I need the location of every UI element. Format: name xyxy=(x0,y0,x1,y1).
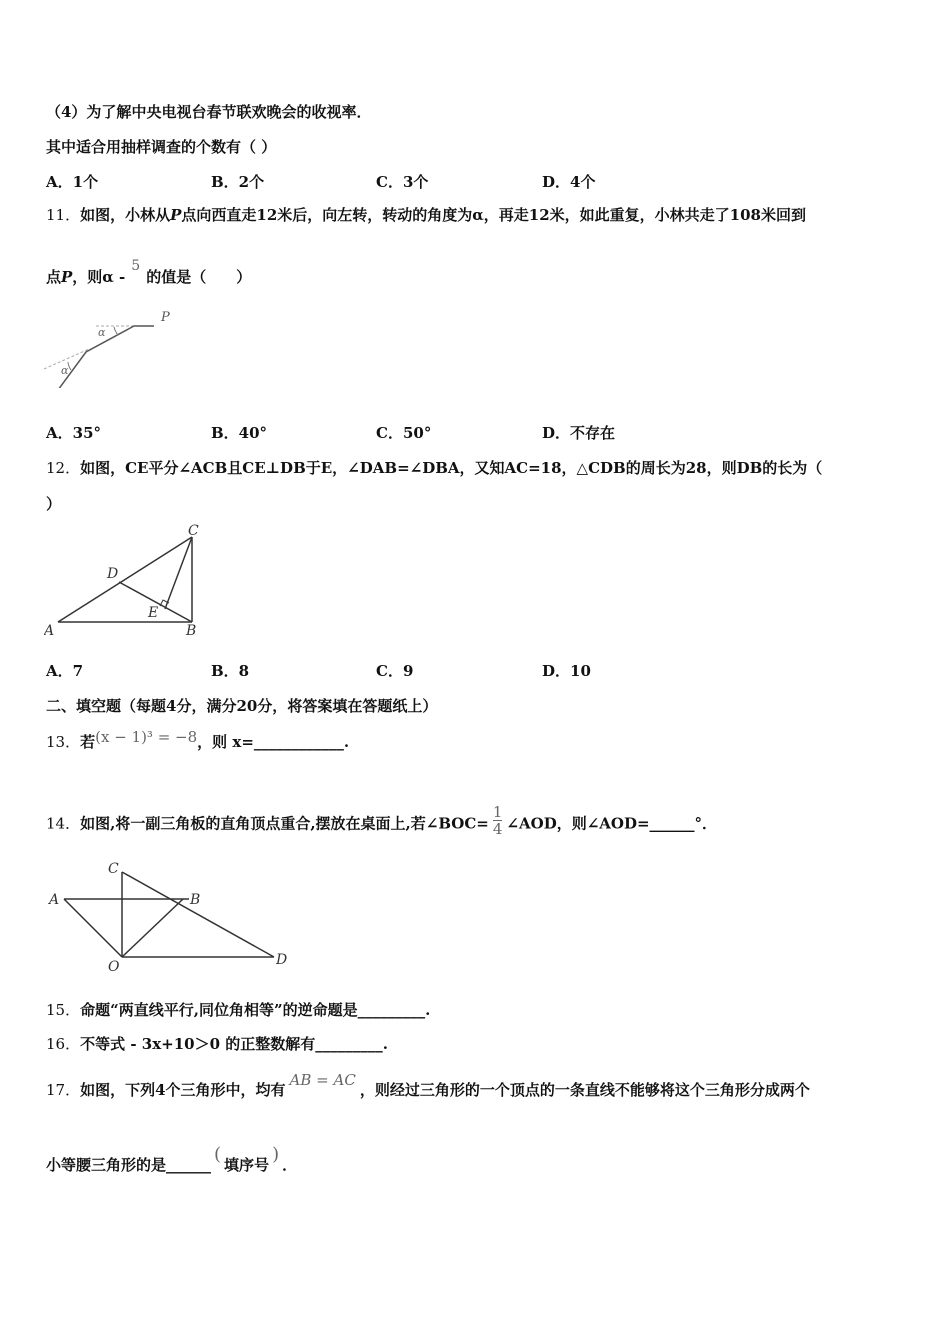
q10-item4: （4）为了解中央电视台春节联欢晚会的收视率． xyxy=(46,103,372,121)
q12-label-d: D xyxy=(107,566,119,582)
q10-option-a: A．1个 xyxy=(46,173,99,191)
q11-option-c: C．50° xyxy=(376,424,432,442)
q11-option-b: B．40° xyxy=(211,424,268,442)
q10-option-b: B．2个 xyxy=(211,173,265,191)
q11-text-a: 如图，小林从 xyxy=(80,206,171,224)
q14-stem xyxy=(46,803,718,841)
q14-segment-ao xyxy=(64,899,122,957)
q11-label-p: P xyxy=(161,310,170,325)
q12-label-b: B xyxy=(186,623,197,639)
q14-label-a: A xyxy=(49,892,60,908)
q14-label-o: O xyxy=(108,959,120,975)
q14-text2: ∠AOD，则∠AOD=______°． xyxy=(506,814,718,833)
q12-label-e: E xyxy=(148,605,159,621)
q11-angle-arc-1 xyxy=(114,327,118,335)
q11-text-b: 点向西直走12米后，向左转，转动的角度为α，再走12米，如此重复，小林共走了108米回到 xyxy=(181,206,806,224)
q11-path xyxy=(58,326,154,388)
q12-label-a: A xyxy=(44,623,55,639)
q15-stem xyxy=(46,1000,430,1020)
q11-stem-line2 xyxy=(46,258,252,288)
q13-number: 13． xyxy=(46,733,81,751)
q14-label-b: B xyxy=(190,892,201,908)
q17-text-b: ，则经过三角形的一个顶点的一条直线不能够将这个三角形分成两个 xyxy=(359,1081,810,1099)
q17-text-c: 小等腰三角形的是______ xyxy=(46,1156,212,1174)
q12-figure xyxy=(44,520,214,640)
q17-text-a: 如图，下列4个三角形中，均有 xyxy=(80,1081,286,1099)
q13-equation: (x − 1)³ = −8 xyxy=(95,728,198,746)
q16-stem xyxy=(46,1034,388,1054)
q12-number: 12． xyxy=(46,459,81,477)
q12-option-c: C．9 xyxy=(376,662,414,680)
q15-number: 15． xyxy=(46,1001,81,1019)
q14-segment-cd xyxy=(122,872,274,957)
q14-frac-numerator: 1 xyxy=(492,803,503,821)
q14-fraction xyxy=(493,804,503,837)
q11-option-a: A．35° xyxy=(46,424,102,442)
q17-paren-open: ( xyxy=(214,1144,222,1165)
q14-label-c: C xyxy=(108,861,119,877)
q17-stem-line2 xyxy=(46,1144,298,1175)
q17-fill: 填序号 xyxy=(224,1156,270,1174)
q14-frac-denominator: 4 xyxy=(492,820,503,838)
q17-stem-line1 xyxy=(46,1071,810,1100)
q10-option-d: D．4个 xyxy=(542,173,596,191)
q12-stem xyxy=(46,458,822,478)
q14-segment-ob xyxy=(122,899,183,957)
q11-text-c: 点 xyxy=(46,268,62,286)
q12-side-ac xyxy=(58,537,192,622)
q11-alpha-2: α xyxy=(61,364,69,377)
q12-option-d: D．10 xyxy=(542,662,591,680)
q13-prefix: 若 xyxy=(80,733,96,751)
q12-option-a: A．7 xyxy=(46,662,84,680)
q12-stem-end: ） xyxy=(46,495,62,513)
q13-suffix: ，则 x=____________. xyxy=(197,733,350,751)
section-2-heading: 二、填空题（每题4分，满分20分，将答案填在答题纸上） xyxy=(46,697,438,715)
q12-text: 如图，CE平分∠ACB且CE⊥DB于E，∠DAB=∠DBA，又知AC=18，△CDB的周长为28，则DB的长为（ xyxy=(80,459,823,477)
q14-label-d: D xyxy=(276,952,288,968)
q17-end: ． xyxy=(282,1156,298,1174)
q12-segment-ce xyxy=(165,537,192,609)
q11-alpha-1: α xyxy=(98,326,106,339)
q11-figure xyxy=(44,304,184,388)
q14-text: 如图,将一副三角板的直角顶点重合,摆放在桌面上,若∠BOC= xyxy=(80,814,489,833)
q11-point-p: P xyxy=(170,206,182,224)
q16-text: 不等式 - 3x+10＞0 的正整数解有_________. xyxy=(80,1035,388,1053)
q10-stem: 其中适合用抽样调查的个数有（ ） xyxy=(46,138,277,156)
q11-option-d: D．不存在 xyxy=(542,424,616,442)
q17-math: AB = AC xyxy=(289,1071,356,1089)
q11-text-d: ，则α - xyxy=(72,268,126,286)
q11-text-e: 的值是（ ） xyxy=(146,268,252,286)
q17-paren-close: ) xyxy=(272,1144,280,1165)
q14-figure xyxy=(44,856,304,978)
q11-number: 11． xyxy=(46,206,81,224)
q10-option-c: C．3个 xyxy=(376,173,429,191)
q13-stem xyxy=(46,728,350,752)
q11-point-p2: P xyxy=(61,268,73,286)
q14-number: 14． xyxy=(46,814,81,833)
q11-stem-line1 xyxy=(46,205,806,225)
q12-option-b: B．8 xyxy=(211,662,250,680)
q12-label-c: C xyxy=(188,523,199,539)
q17-number: 17． xyxy=(46,1081,81,1099)
q15-text: 命题“两直线平行,同位角相等”的逆命题是_________. xyxy=(80,1001,431,1019)
q16-number: 16． xyxy=(46,1035,81,1053)
q11-angle-arc-2 xyxy=(68,362,71,370)
q11-five: 5 xyxy=(131,258,141,274)
